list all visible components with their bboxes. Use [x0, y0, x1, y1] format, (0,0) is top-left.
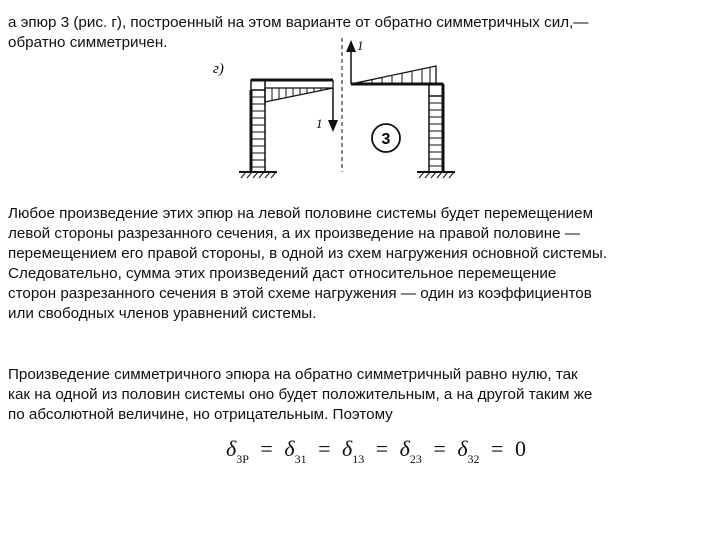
down-force-arrow — [328, 88, 338, 132]
main-line-6: или свободных членов уравнений системы. — [8, 305, 317, 322]
term-32: $\delta_{32}$ — [457, 436, 480, 466]
down-force-label: 1 — [316, 116, 323, 131]
main-line-5: сторон разрезанного сечения в этой схеме нагружения — один из коэффициентов — [8, 285, 592, 302]
up-force-arrow — [346, 40, 356, 84]
term-3p: $\delta_{3P}$ — [226, 436, 249, 466]
equals-sign: = — [491, 436, 504, 461]
equals-sign: = — [375, 436, 389, 461]
second-line-1: Произведение симметричного эпюра на обратно симметричный равно нулю, так — [8, 366, 578, 383]
frame-diagram-figure — [0, 0, 720, 200]
intro-line-1: а эпюр 3 (рис. г), построенный на этом варианте от обратно симметричных сил,— — [8, 14, 589, 31]
equals-sign: = — [260, 436, 273, 461]
main-paragraph — [8, 204, 714, 324]
term-23: $\delta_{23}$ — [399, 436, 422, 466]
equals-sign: = — [433, 436, 446, 461]
term-31: $\delta_{31}$ — [284, 436, 307, 466]
term-13: $\delta_{13}$ — [342, 436, 365, 466]
main-line-4: Следовательно, сумма этих произведений даст относительное перемещение — [8, 265, 557, 282]
main-line-2: левой стороны разрезанного сечения, а их произведение на правой половине — — [8, 225, 580, 242]
second-line-2: как на одной из половин системы оно будет положительным, а на другой таким же — [8, 386, 593, 403]
delta-equation — [226, 436, 526, 470]
intro-line-2: обратно симметричен. — [8, 34, 168, 51]
second-line-3: по абсолютной величине, но отрицательным. Поэтому — [8, 406, 393, 423]
figure-label-g: г) — [213, 61, 224, 77]
equals-sign: = — [318, 436, 331, 461]
second-paragraph — [8, 365, 714, 425]
right-half-frame — [351, 66, 455, 178]
main-line-1: Любое произведение этих эпюр на левой половине системы будет перемещением — [8, 205, 594, 222]
diagram-number: 3 — [381, 131, 391, 148]
up-force-label: 1 — [357, 38, 364, 53]
zero-value: 0 — [514, 436, 526, 461]
main-line-3: перемещением его правой стороны, в одной из схем нагружения основной системы. — [8, 245, 608, 262]
